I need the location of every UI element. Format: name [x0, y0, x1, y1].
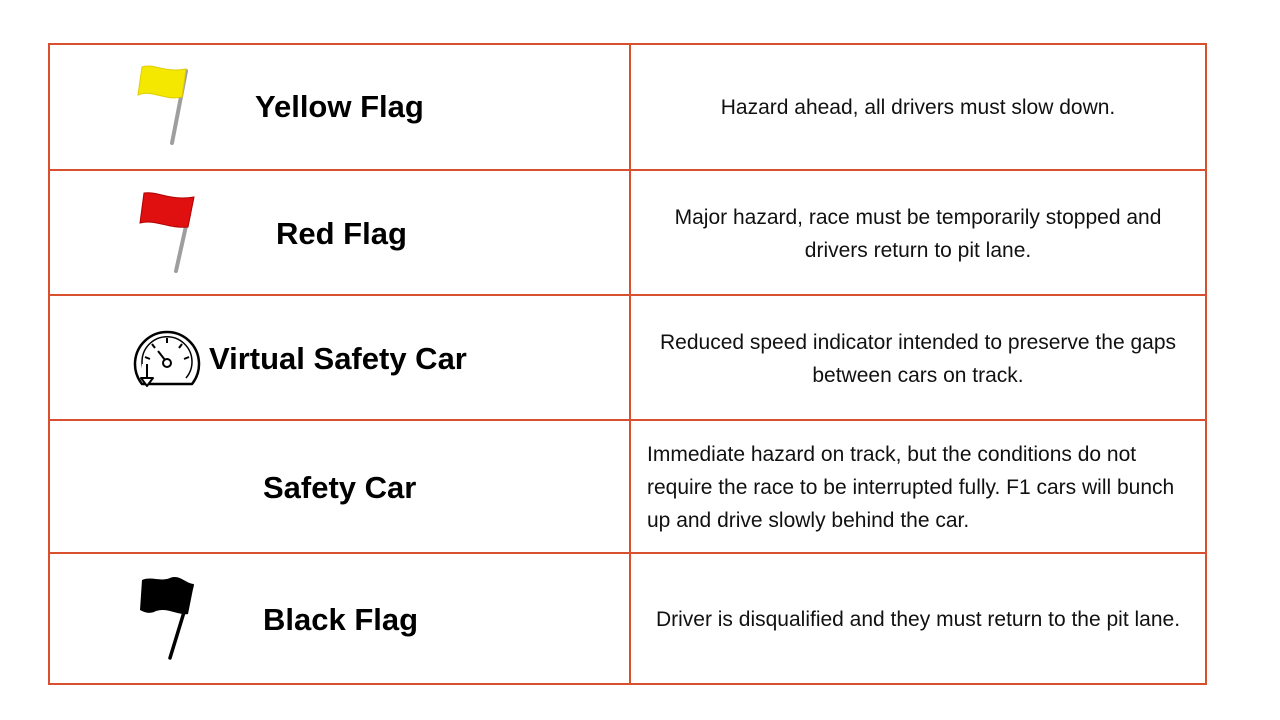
flags-table: [48, 43, 1207, 685]
flag-title: Yellow Flag: [255, 89, 424, 124]
flag-title: Black Flag: [263, 601, 419, 637]
flag-cell: [50, 421, 629, 554]
speedometer-icon: [130, 324, 202, 390]
flag-title: Virtual Safety Car: [209, 340, 467, 376]
table-row-virtual-safety-car: [50, 294, 1205, 421]
table-row-yellow-flag: [50, 45, 1205, 169]
red-flag-icon: [138, 189, 200, 273]
flag-cell: [50, 296, 629, 421]
flag-description: Immediate hazard on track, but the conditions do not require the race to be interrupted fully. F1 cars will bunch up and drive slowly behind the car.: [647, 443, 1175, 532]
table-row-red-flag: [50, 169, 1205, 296]
flag-cell: [50, 45, 629, 169]
yellow-flag-icon: [136, 63, 196, 145]
flag-description: Hazard ahead, all drivers must slow down.: [720, 95, 1116, 119]
flag-title: Red Flag: [276, 215, 407, 251]
table-row-safety-car: [50, 419, 1205, 554]
flag-title: Safety Car: [263, 469, 417, 505]
black-flag-icon: [136, 574, 200, 662]
flag-description: Major hazard, race must be temporarily stopped and drivers return to pit lane.: [674, 205, 1162, 262]
table-row-black-flag: [50, 552, 1205, 685]
flag-description: Reduced speed indicator intended to preserve the gaps between cars on track.: [659, 330, 1177, 387]
flag-description: Driver is disqualified and they must return to the pit lane.: [655, 608, 1181, 631]
flag-cell: [50, 171, 629, 296]
flag-cell: [50, 554, 629, 685]
